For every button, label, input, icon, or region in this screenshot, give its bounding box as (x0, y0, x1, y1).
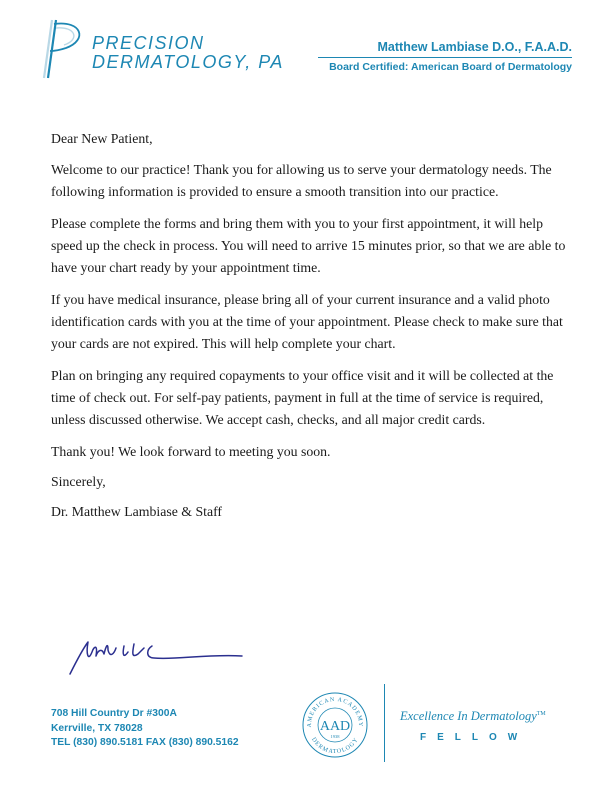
practice-address (51, 707, 239, 751)
seal-abbrev: AAD (319, 719, 351, 734)
seal-top-text: AMERICAN ACADEMY (306, 696, 364, 728)
trademark-mark: TM (536, 710, 546, 717)
excellence-text: Excellence In Dermatology (400, 709, 537, 723)
paragraph-welcome: Welcome to our practice! Thank you for allowing us to serve your dermatology needs. The following information is provided to ensure a smooth transition into our practice. (51, 162, 552, 199)
signatory: Dr. Matthew Lambiase & Staff (51, 504, 223, 519)
paragraph-thanks: Thank you! We look forward to meeting you soon. (51, 444, 331, 459)
practice-name-logo (92, 34, 284, 72)
precision-dermatology-logo-icon (42, 18, 88, 80)
paragraph-insurance: If you have medical insurance, please bring all of your current insurance and a valid photo identification cards with you at the time of your appointment. Please check to make sure that your cards are not expired. This will help complete your chart. (51, 292, 563, 351)
excellence-tagline (400, 709, 546, 724)
closing: Sincerely, (51, 474, 106, 489)
address-street: 708 Hill Country Dr #300A (51, 708, 177, 719)
paragraph-payment: Plan on bringing any required copayments to your office visit and it will be collected at the time of check out. For self-pay patients, payment in full at the time of service is required, unless discussed otherwise. We accept cash, checks, and all major credit cards. (51, 368, 554, 427)
fellow-label: FELLOW (420, 732, 529, 743)
logo-line-2: DERMATOLOGY, PA (92, 52, 284, 72)
header-divider (318, 57, 572, 58)
aad-seal-icon (300, 690, 370, 760)
phone-fax: TEL (830) 890.5181 FAX (830) 890.5162 (51, 737, 239, 748)
logo-line-1: PRECISION (92, 33, 205, 53)
paragraph-forms: Please complete the forms and bring them with you to your first appointment, it will help speed up the check in process. You will need to arrive 15 minutes prior, so that we are able to have your chart ready by your appointment time. (51, 216, 566, 275)
doctor-name: Matthew Lambiase D.O., F.A.A.D. (377, 40, 572, 54)
salutation: Dear New Patient, (51, 131, 153, 146)
footer-divider (384, 684, 385, 762)
seal-bottom-text: DERMATOLOGY (310, 736, 360, 756)
letter-body (51, 128, 571, 533)
board-certification: Board Certified: American Board of Dermatology (329, 61, 572, 73)
seal-year: 1938 (330, 734, 340, 739)
address-city: Kerrville, TX 78028 (51, 722, 143, 734)
handwritten-signature (66, 636, 246, 680)
